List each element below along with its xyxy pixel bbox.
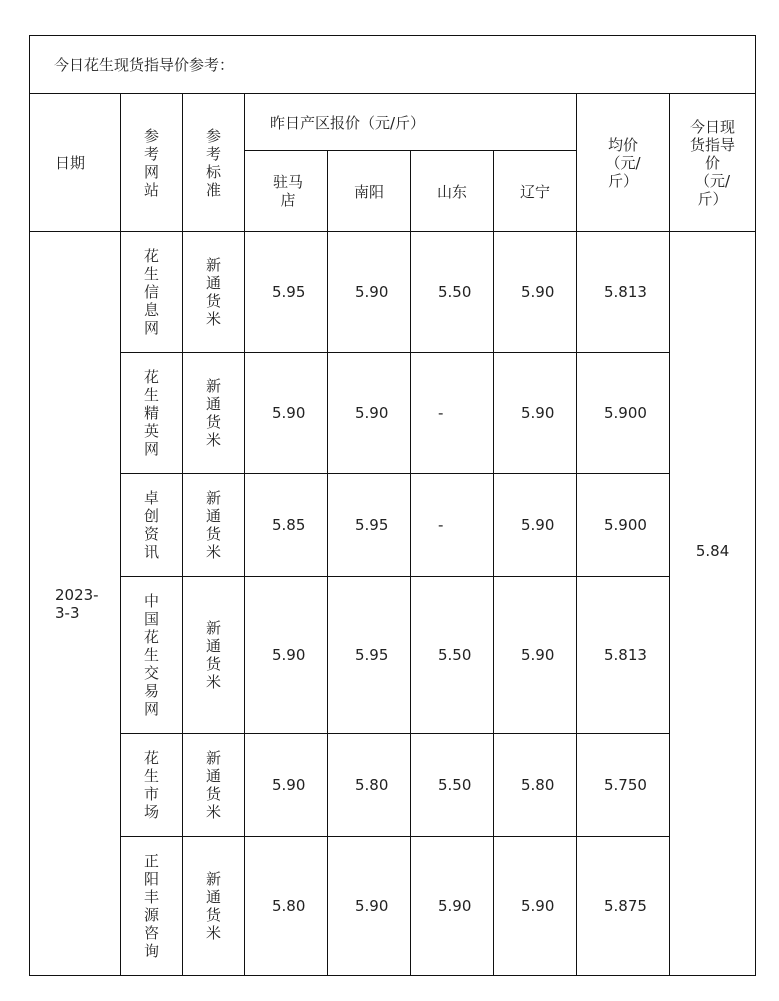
- price-cell: 5.80: [328, 734, 411, 837]
- avg-cell: 5.813: [577, 232, 670, 353]
- header-date: 日期: [30, 94, 121, 232]
- header-region: 南阳: [328, 151, 411, 232]
- avg-cell: 5.750: [577, 734, 670, 837]
- table-row: [30, 232, 756, 353]
- price-cell: 5.95: [328, 474, 411, 577]
- site-cell: 正阳丰源咨询: [121, 837, 183, 976]
- header-avg: 均价（元/斤）: [577, 94, 670, 232]
- price-cell: 5.90: [494, 232, 577, 353]
- standard-cell: 新通货米: [183, 734, 245, 837]
- table-row: [30, 577, 756, 734]
- standard-cell: 新通货米: [183, 353, 245, 474]
- avg-cell: 5.875: [577, 837, 670, 976]
- site-cell: 花生市场: [121, 734, 183, 837]
- price-cell: 5.80: [494, 734, 577, 837]
- price-cell: 5.95: [328, 577, 411, 734]
- price-cell: 5.90: [494, 353, 577, 474]
- table-row: [30, 837, 756, 976]
- standard-cell: 新通货米: [183, 837, 245, 976]
- standard-cell: 新通货米: [183, 577, 245, 734]
- table-row: [30, 734, 756, 837]
- price-cell: 5.90: [494, 837, 577, 976]
- avg-cell: 5.900: [577, 474, 670, 577]
- table-row: [30, 474, 756, 577]
- price-cell: 5.90: [245, 577, 328, 734]
- header-region: 山东: [411, 151, 494, 232]
- header-guide: 今日现货指导价（元/斤）: [670, 94, 756, 232]
- price-cell: -: [411, 474, 494, 577]
- price-cell: 5.90: [494, 474, 577, 577]
- price-cell: 5.90: [328, 232, 411, 353]
- site-cell: 中国花生交易网: [121, 577, 183, 734]
- header-site: 参考网站: [121, 94, 183, 232]
- price-cell: 5.50: [411, 734, 494, 837]
- price-cell: -: [411, 353, 494, 474]
- header-region: 驻马店: [245, 151, 328, 232]
- price-cell: 5.85: [245, 474, 328, 577]
- avg-cell: 5.900: [577, 353, 670, 474]
- price-cell: 5.50: [411, 577, 494, 734]
- price-cell: 5.90: [245, 353, 328, 474]
- header-region: 辽宁: [494, 151, 577, 232]
- header-row-1: [30, 94, 756, 151]
- site-cell: 花生信息网: [121, 232, 183, 353]
- table-row: [30, 353, 756, 474]
- header-price-group: 昨日产区报价（元/斤）: [245, 94, 577, 151]
- site-cell: 花生精英网: [121, 353, 183, 474]
- table-title: 今日花生现货指导价参考：: [30, 36, 756, 94]
- price-cell: 5.80: [245, 837, 328, 976]
- date-cell: 2023-3-3: [30, 232, 121, 976]
- guide-price-cell: 5.84: [670, 232, 756, 976]
- price-cell: 5.90: [494, 577, 577, 734]
- price-cell: 5.90: [245, 734, 328, 837]
- price-cell: 5.95: [245, 232, 328, 353]
- title-row: [30, 36, 756, 94]
- standard-cell: 新通货米: [183, 232, 245, 353]
- peanut-price-table: [29, 35, 756, 976]
- price-cell: 5.50: [411, 232, 494, 353]
- standard-cell: 新通货米: [183, 474, 245, 577]
- header-standard: 参考标准: [183, 94, 245, 232]
- price-cell: 5.90: [328, 353, 411, 474]
- site-cell: 卓创资讯: [121, 474, 183, 577]
- price-cell: 5.90: [411, 837, 494, 976]
- avg-cell: 5.813: [577, 577, 670, 734]
- price-cell: 5.90: [328, 837, 411, 976]
